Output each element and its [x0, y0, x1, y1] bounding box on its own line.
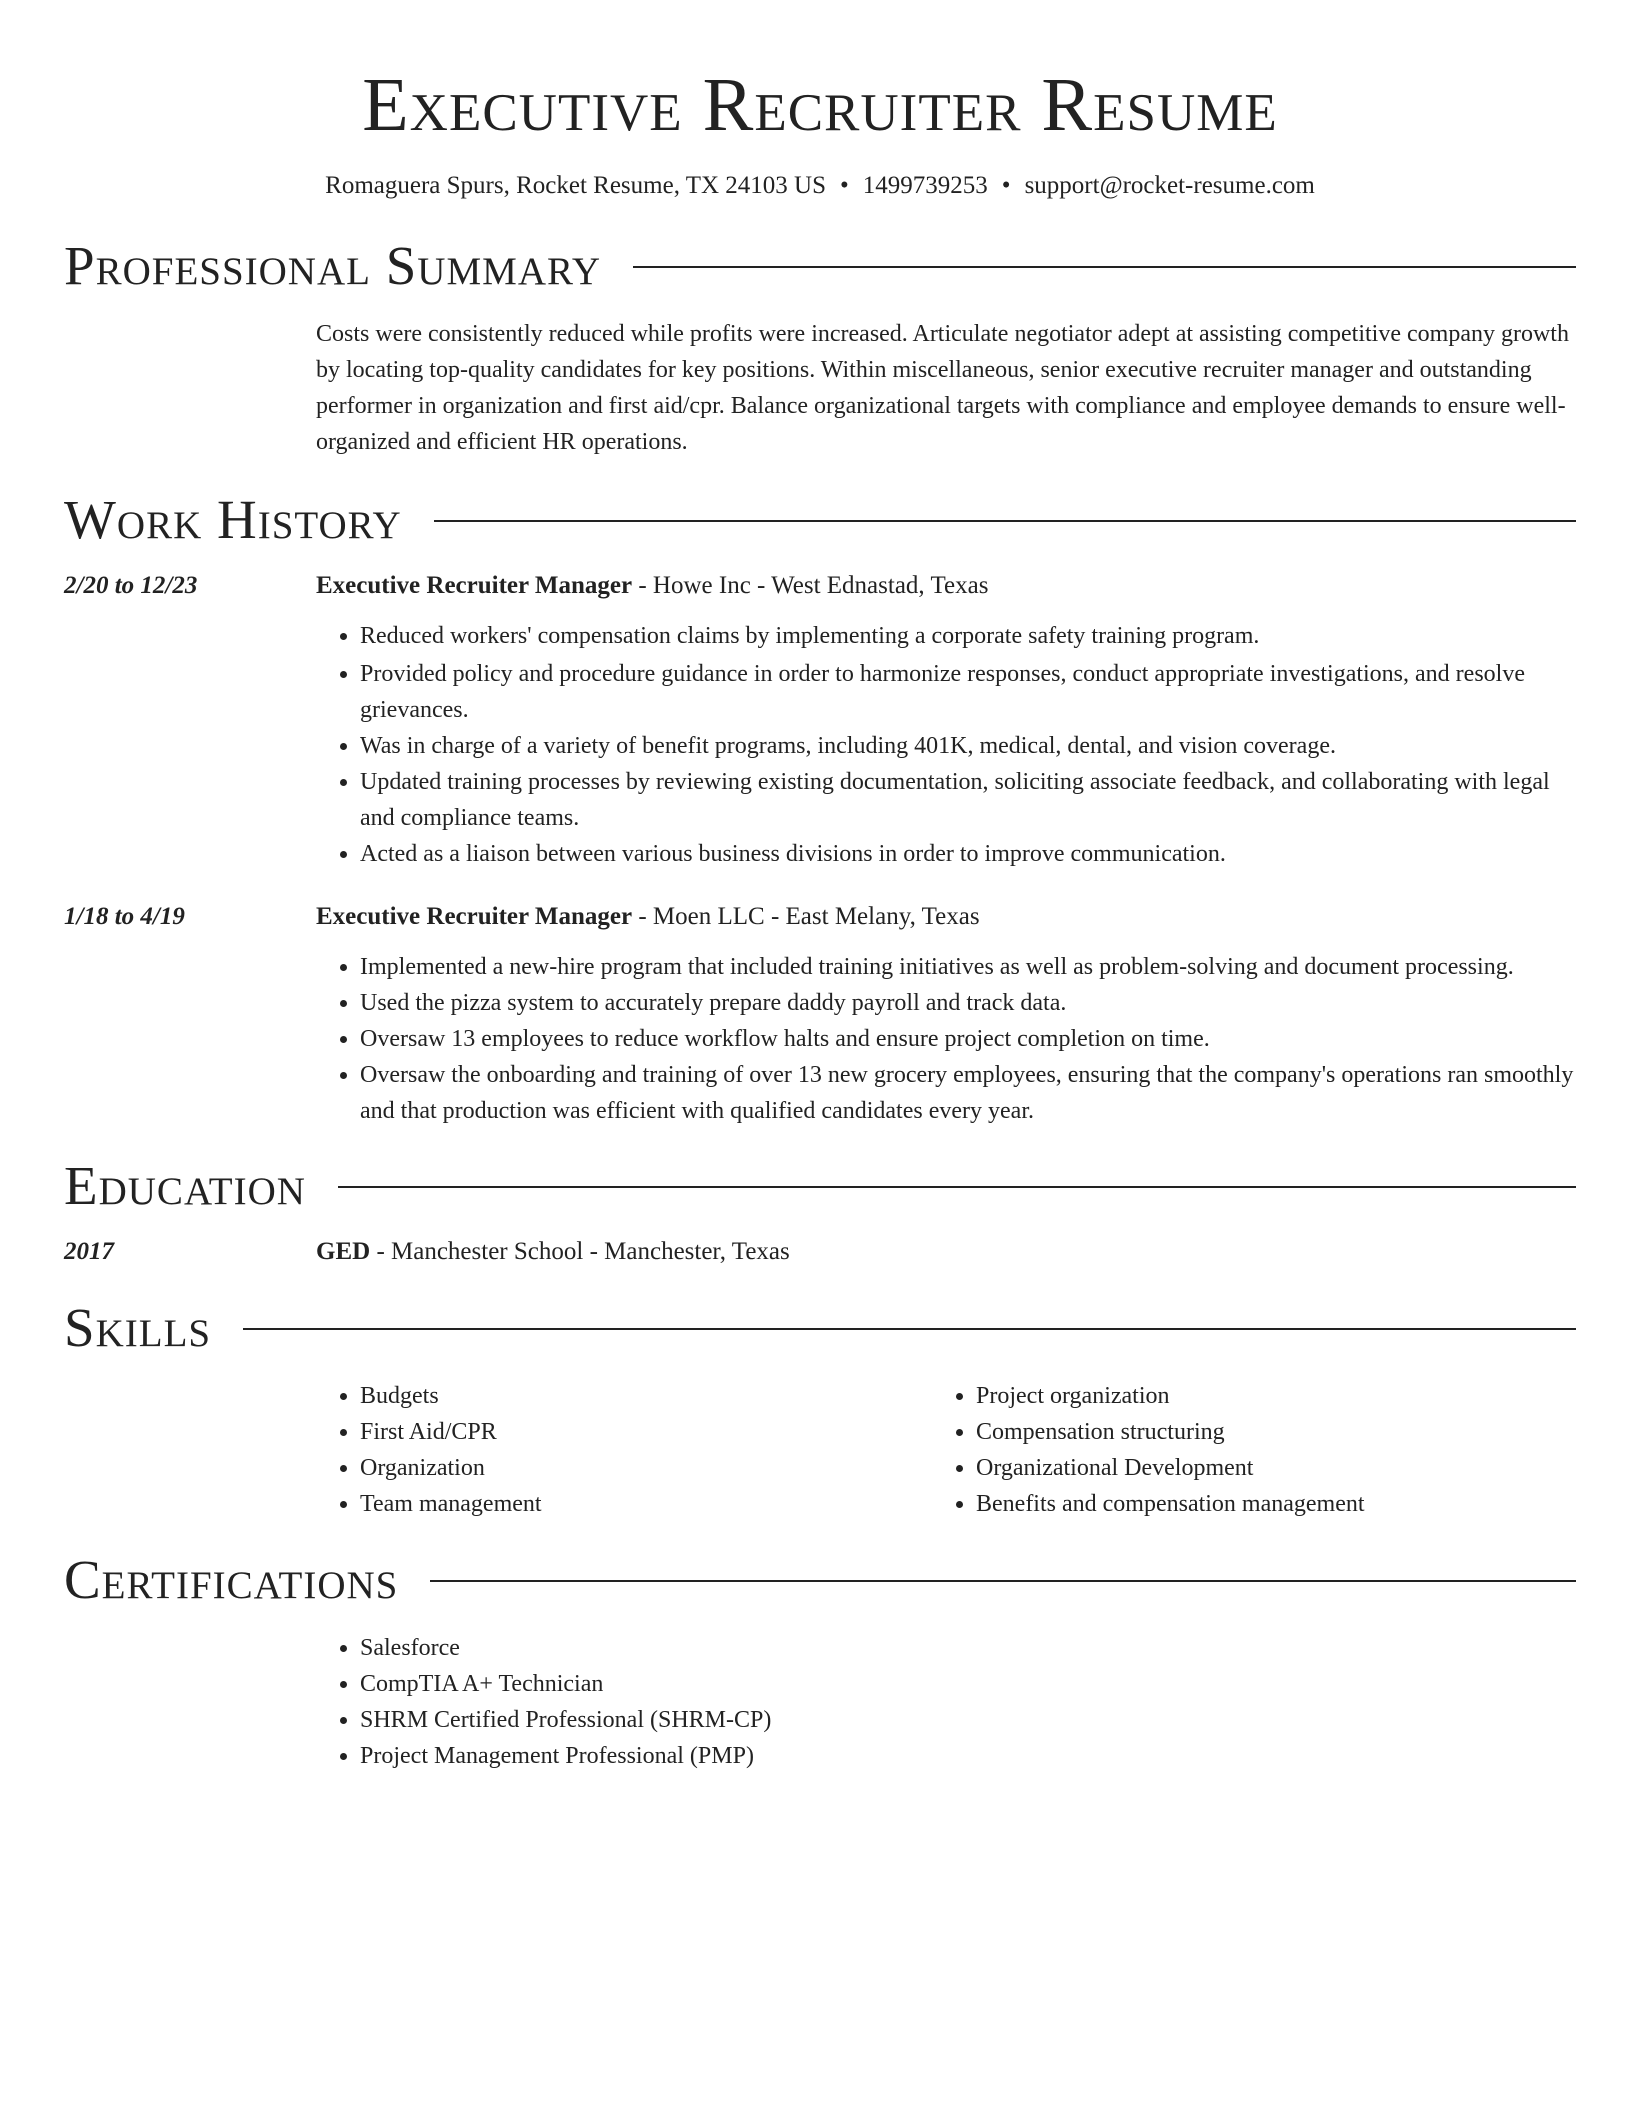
- certifications-list: [316, 1630, 1576, 1774]
- section-divider: [434, 520, 1576, 522]
- education-school-location: - Manchester School - Manchester, Texas: [370, 1238, 790, 1265]
- education-line: [316, 1234, 790, 1270]
- job-bullet: • Updated training processes by reviewing existing documentation, soliciting associate feedback, and collaborating with legal and compliance teams.: [360, 764, 1576, 836]
- job-bullet: • Reduced workers' compensation claims by implementing a corporate safety training program.: [360, 618, 1576, 654]
- skills-column-left: [316, 1378, 932, 1522]
- education-heading: Education: [64, 1155, 306, 1216]
- resume-title: Executive Recruiter Resume: [362, 63, 1278, 147]
- resume-page: [64, 0, 1576, 1774]
- education-year: 2017: [64, 1238, 114, 1265]
- skills-section: [64, 1296, 1576, 1522]
- skills-grid: [316, 1378, 1576, 1522]
- job-bullet: • Oversaw the onboarding and training of over 13 new grocery employees, ensuring that the company's operations ran smoothly and that production was efficient with qualified candidates every year.: [360, 1057, 1576, 1129]
- certification-item: • Project Management Professional (PMP): [360, 1738, 1576, 1774]
- contact-separator: •: [840, 172, 849, 199]
- section-divider: [633, 266, 1576, 268]
- work-heading-row: [64, 488, 1576, 552]
- job-bullet: • Oversaw 13 employees to reduce workflow halts and ensure project completion on time.: [360, 1021, 1576, 1057]
- summary-text: Costs were consistently reduced while profits were increased. Articulate negotiator adept at assisting competitive company growth by locating top-quality candidates for key positions. Within miscellaneous, senior executive recruiter manager and outstanding performer in organization and first aid/cpr. Balance organizational targets with compliance and employee demands to ensure well-organized and efficient HR operations.: [316, 321, 1569, 455]
- job-line: [316, 899, 980, 935]
- certification-item: • Salesforce: [360, 1630, 1576, 1666]
- job-dates: 1/18 to 4/19: [64, 903, 185, 930]
- skill-item: • Budgets: [360, 1378, 932, 1414]
- certification-item: • CompTIA A+ Technician: [360, 1666, 1576, 1702]
- skill-item: • Compensation structuring: [976, 1414, 1548, 1450]
- skill-item: • Organizational Development: [976, 1450, 1548, 1486]
- work-history-section: [64, 488, 1576, 1129]
- job-bullets: [316, 949, 1576, 1129]
- contact-line: [64, 170, 1576, 202]
- job-line: [316, 568, 988, 604]
- contact-separator: •: [1001, 172, 1011, 199]
- job-bullet: • Implemented a new-hire program that included training initiatives as well as problem-solving and document processing.: [360, 949, 1576, 985]
- skills-heading: Skills: [64, 1297, 212, 1358]
- skill-item: • Team management: [360, 1486, 932, 1522]
- job-entry: [64, 899, 1576, 1129]
- summary-heading-row: [64, 234, 1576, 298]
- contact-phone: 1499739253: [862, 172, 988, 199]
- education-degree: GED: [316, 1238, 371, 1265]
- summary-heading: Professional Summary: [64, 235, 602, 296]
- certification-item: • SHRM Certified Professional (SHRM-CP): [360, 1702, 1576, 1738]
- certifications-heading: Certifications: [64, 1549, 399, 1610]
- skill-item: • Benefits and compensation management: [976, 1486, 1548, 1522]
- skill-item: • First Aid/CPR: [360, 1414, 932, 1450]
- job-title: Executive Recruiter Manager: [316, 572, 633, 599]
- job-header: [64, 899, 1576, 935]
- skill-item: • Project organization: [976, 1378, 1548, 1414]
- certifications-section: [64, 1548, 1576, 1774]
- job-header: [64, 568, 1576, 604]
- education-section: [64, 1154, 1576, 1270]
- skills-heading-row: [64, 1296, 1576, 1360]
- skill-item: • Organization: [360, 1450, 932, 1486]
- job-title: Executive Recruiter Manager: [316, 903, 633, 930]
- skills-column-right: [932, 1378, 1548, 1522]
- job-bullet: • Used the pizza system to accurately prepare daddy payroll and track data.: [360, 985, 1576, 1021]
- section-divider: [338, 1186, 1576, 1188]
- job-company-location: - Moen LLC - East Melany, Texas: [632, 903, 980, 930]
- work-history-heading: Work History: [64, 489, 402, 550]
- job-company-location: - Howe Inc - West Ednastad, Texas: [632, 572, 989, 599]
- contact-email: support@rocket-resume.com: [1024, 172, 1315, 199]
- job-bullet: • Was in charge of a variety of benefit programs, including 401K, medical, dental, and vision coverage.: [360, 728, 1576, 764]
- contact-address: Romaguera Spurs, Rocket Resume, TX 24103 US: [325, 172, 827, 199]
- education-entry: [64, 1234, 1576, 1270]
- job-bullets: [316, 618, 1576, 872]
- education-heading-row: [64, 1154, 1576, 1218]
- job-dates: 2/20 to 12/23: [64, 572, 198, 599]
- section-divider: [430, 1580, 1576, 1582]
- certifications-heading-row: [64, 1548, 1576, 1612]
- job-bullet: • Provided policy and procedure guidance in order to harmonize responses, conduct appropriate investigations, and resolve grievances.: [360, 656, 1576, 728]
- job-entry: [64, 568, 1576, 872]
- job-bullet: • Acted as a liaison between various business divisions in order to improve communication.: [360, 836, 1576, 872]
- summary-section: [64, 234, 1576, 460]
- section-divider: [243, 1328, 1576, 1330]
